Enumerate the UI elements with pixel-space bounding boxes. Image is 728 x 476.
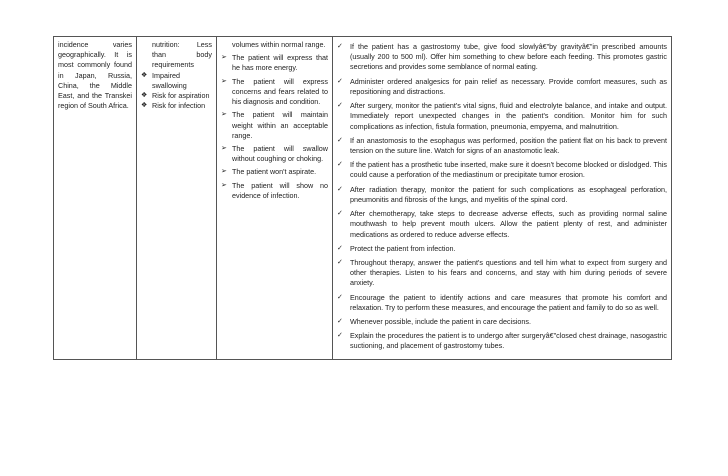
arrow-bullet-icon: ➢	[221, 144, 227, 152]
list-item	[337, 293, 667, 313]
arrow-bullet-icon: ➢	[221, 54, 227, 62]
list-item	[221, 144, 328, 164]
list-item-text: If an anastomosis to the esophagus was performed, position the patient flat on his back to prevent tension on the suture line. Watch for signs of an anastomotic leak.	[350, 135, 667, 155]
list-item-text: After chemotherapy, take steps to decrease adverse effects, such as providing normal saline mouthwash to help prevent mouth ulcers. Allow the patient plenty of rest, and administer medications as ordered to reduce adverse effects.	[350, 209, 667, 239]
outcome-cell	[217, 37, 333, 360]
list-item-text: After surgery, monitor the patient's vital signs, fluid and electrolyte balance, and intake and output. Immediately report unexpected changes in the patient's condition. Monitor him for such complications as infection, fistula formation, pneumonia, empyema, and malnutrition.	[350, 101, 667, 131]
diamond-bullet-icon: ❖	[141, 92, 148, 100]
intervention-cell	[333, 37, 672, 360]
diagnosis-cell	[137, 37, 217, 360]
diamond-bullet-icon: ❖	[141, 102, 148, 110]
checkmark-icon: ✓	[337, 185, 343, 193]
list-item-text: Encourage the patient to identify actions and care measures that promote his comfort and relaxation. Try to perform these measures, and encourage the patient and family to do so as well.	[350, 292, 667, 312]
checkmark-icon: ✓	[337, 332, 343, 340]
incidence-cell	[54, 37, 137, 360]
checkmark-icon: ✓	[337, 161, 343, 169]
arrow-bullet-icon: ➢	[221, 168, 227, 176]
incidence-text: incidence varies geographically. It is most commonly found in Japan, Russia, China, the Middle East, and the Transkei region of South Africa.	[58, 40, 132, 111]
checkmark-icon: ✓	[337, 210, 343, 218]
list-item	[337, 317, 667, 327]
list-item	[221, 53, 328, 73]
list-item	[337, 185, 667, 205]
list-item	[337, 331, 667, 351]
checkmark-icon: ✓	[337, 244, 343, 252]
list-item-text: If the patient has a gastrostomy tube, give food slowlyâ€"by gravityâ€"in prescribed amounts (usually 200 to 500 ml). Offer him something to chew before each feeding. This promotes gastric secretions and provides some semblance of normal eating.	[350, 42, 667, 72]
diagnosis-list	[141, 71, 212, 112]
list-item	[337, 244, 667, 254]
list-item	[141, 71, 212, 91]
checkmark-icon: ✓	[337, 136, 343, 144]
list-item	[221, 77, 328, 108]
checkmark-icon: ✓	[337, 43, 343, 50]
list-item-text: Impaired swallowing	[152, 70, 187, 90]
table-row	[54, 37, 672, 360]
list-item	[337, 136, 667, 156]
list-item-text: The patient will maintain weight within an acceptable range.	[232, 110, 328, 140]
list-item	[337, 258, 667, 289]
outcome-lead: volumes within normal range.	[232, 40, 326, 49]
list-item-text: The patient will swallow without coughing or choking.	[232, 143, 328, 164]
arrow-bullet-icon: ➢	[221, 181, 227, 189]
outcome-list	[221, 53, 328, 201]
list-item	[141, 101, 212, 111]
list-item-text: The patient will express concerns and fears related to his diagnosis and condition.	[232, 76, 328, 107]
list-item	[337, 160, 667, 180]
list-item	[221, 167, 328, 177]
list-item-text: Throughout therapy, answer the patient's questions and tell him what to expect from surgery and other therapies. Listen to his fears and concerns, and stay with him during periods of severe anxiety.	[350, 257, 667, 288]
list-item-text: The patient won't aspirate.	[232, 167, 317, 177]
list-item	[337, 209, 667, 240]
arrow-bullet-icon: ➢	[221, 111, 227, 119]
intervention-list	[337, 42, 667, 352]
list-item	[221, 110, 328, 141]
checkmark-icon: ✓	[337, 258, 343, 266]
list-item-text: Whenever possible, include the patient in care decisions.	[350, 317, 531, 327]
checkmark-icon: ✓	[337, 77, 343, 85]
list-item-text: If the patient has a prosthetic tube inserted, make sure it doesn't become blocked or dislodged. This could cause a perforation of the mediastinum or precipitate tumor erosion.	[350, 160, 667, 180]
arrow-bullet-icon: ➢	[221, 77, 227, 85]
checkmark-icon: ✓	[337, 102, 343, 110]
list-item	[337, 42, 667, 73]
list-item-text: Risk for infection	[152, 101, 206, 111]
diamond-bullet-icon: ❖	[141, 71, 148, 79]
list-item	[141, 91, 212, 101]
list-item	[221, 181, 328, 201]
list-item-text: The patient will show no evidence of infection.	[232, 180, 328, 200]
list-item-text: Risk for aspiration	[152, 91, 210, 101]
list-item-text: The patient will express that he has more energy.	[232, 53, 328, 73]
checkmark-icon: ✓	[337, 318, 343, 326]
list-item	[337, 77, 667, 97]
care-plan-table	[53, 36, 672, 360]
list-item-text: Administer ordered analgesics for pain relief as necessary. Provide comfort measures, such as repositioning and distractions.	[350, 76, 667, 96]
checkmark-icon: ✓	[337, 293, 343, 301]
list-item	[337, 101, 667, 132]
list-item-text: After radiation therapy, monitor the patient for such complications as esophageal perforation, pneumonitis and fibrosis of the lungs, and myelitis of the spinal cord.	[350, 184, 667, 204]
diagnosis-lead: nutrition: Less than body requirements	[152, 40, 212, 70]
list-item-text: Protect the patient from infection.	[350, 243, 456, 253]
list-item-text: Explain the procedures the patient is to undergo after surgeryâ€"closed chest drainage, nasogastric suctioning, and placement of gastrostomy tubes.	[350, 331, 667, 351]
